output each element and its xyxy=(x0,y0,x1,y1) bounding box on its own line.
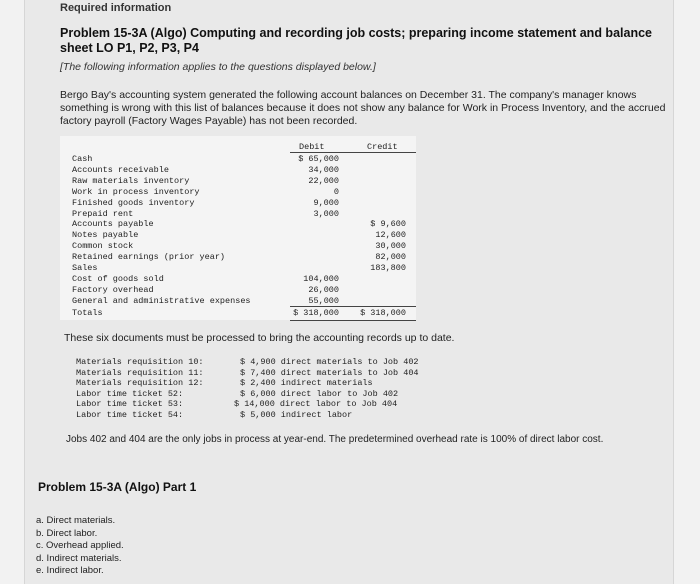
credit-header: Credit xyxy=(367,142,398,152)
account-name: Prepaid rent xyxy=(72,208,134,219)
document-description: $ 14,000 direct labor to Job 404 xyxy=(234,399,398,409)
part-title: Problem 15-3A (Algo) Part 1 xyxy=(38,480,197,494)
account-name: Sales xyxy=(72,263,98,273)
account-name: Accounts receivable xyxy=(72,164,169,175)
document-description: $ 5,000 indirect labor xyxy=(240,409,353,420)
account-name: Work in process inventory xyxy=(72,186,200,197)
total-credit: $ 318,000 xyxy=(360,308,406,318)
debit-value: 3,000 xyxy=(313,208,339,219)
account-name: Accounts payable xyxy=(72,219,154,230)
document-description: $ 4,900 direct materials to Job 402 xyxy=(240,357,419,367)
credit-value: 82,000 xyxy=(375,252,406,263)
totals-label: Totals xyxy=(72,308,103,318)
account-name: Retained earnings (prior year) xyxy=(72,252,226,263)
debit-value: 104,000 xyxy=(303,273,339,284)
document-description: $ 6,000 direct labor to Job 402 xyxy=(240,388,399,399)
debit-value: 22,000 xyxy=(308,175,339,186)
option-item: e. Indirect labor. xyxy=(36,565,104,576)
documents-sentence: These six documents must be processed to bring the accounting records up to date. xyxy=(64,332,455,344)
debit-header: Debit xyxy=(299,142,325,152)
credit-value: 183,800 xyxy=(370,263,406,273)
debit-value: 55,000 xyxy=(308,295,339,306)
account-name: General and administrative expenses xyxy=(72,295,251,306)
debit-value: 9,000 xyxy=(313,197,339,208)
required-info-label: Required information xyxy=(60,2,172,14)
document-name: Labor time ticket 54: xyxy=(76,409,184,420)
document-description: $ 7,400 direct materials to Job 404 xyxy=(240,367,419,378)
document-name: Labor time ticket 52: xyxy=(76,388,184,399)
credit-value: 30,000 xyxy=(375,241,406,252)
credit-value: 12,600 xyxy=(375,230,406,241)
totals-rule xyxy=(290,306,416,307)
document-name: Materials requisition 12: xyxy=(76,378,204,388)
account-name: Cost of goods sold xyxy=(72,273,164,284)
document-name: Materials requisition 10: xyxy=(76,357,204,367)
option-item: b. Direct labor. xyxy=(36,527,98,539)
account-name: Cash xyxy=(72,154,93,164)
account-name: Raw materials inventory xyxy=(72,175,190,186)
debit-value: 34,000 xyxy=(308,164,339,175)
option-item: a. Direct materials. xyxy=(36,515,116,526)
document-description: $ 2,400 indirect materials xyxy=(240,378,373,388)
problem-title: Problem 15-3A (Algo) Computing and recording job costs; preparing income statement and balance sheet LO P1, P2, P3, P4 xyxy=(60,26,652,55)
intro-paragraph: Bergo Bay's accounting system generated the following account balances on December 31. The company's manager knows something is wrong with this list of balances because it does not show any balance for Work in Process Inventory, and the accrued factory payroll (Factory Wages Payable) has not been recorded. xyxy=(60,89,666,127)
account-name: Notes payable xyxy=(72,230,139,241)
document-name: Materials requisition 11: xyxy=(76,367,204,378)
totals-double-rule xyxy=(290,320,416,321)
debit-value: $ 65,000 xyxy=(298,154,339,164)
jobs-note: Jobs 402 and 404 are the only jobs in process at year-end. The predetermined overhead rate is 100% of direct labor cost. xyxy=(66,434,604,445)
account-name: Common stock xyxy=(72,241,134,252)
debit-value: 0 xyxy=(333,186,339,197)
debit-value: 26,000 xyxy=(308,284,339,295)
applies-note: [The following information applies to the questions displayed below.] xyxy=(60,61,376,73)
header-underline xyxy=(290,152,416,153)
account-name: Factory overhead xyxy=(72,284,154,295)
option-item: c. Overhead applied. xyxy=(36,540,124,551)
account-name: Finished goods inventory xyxy=(72,197,195,208)
total-debit: $ 318,000 xyxy=(293,308,339,318)
document-name: Labor time ticket 53: xyxy=(76,399,184,409)
credit-value: $ 9,600 xyxy=(370,219,406,230)
option-item: d. Indirect materials. xyxy=(36,552,122,564)
